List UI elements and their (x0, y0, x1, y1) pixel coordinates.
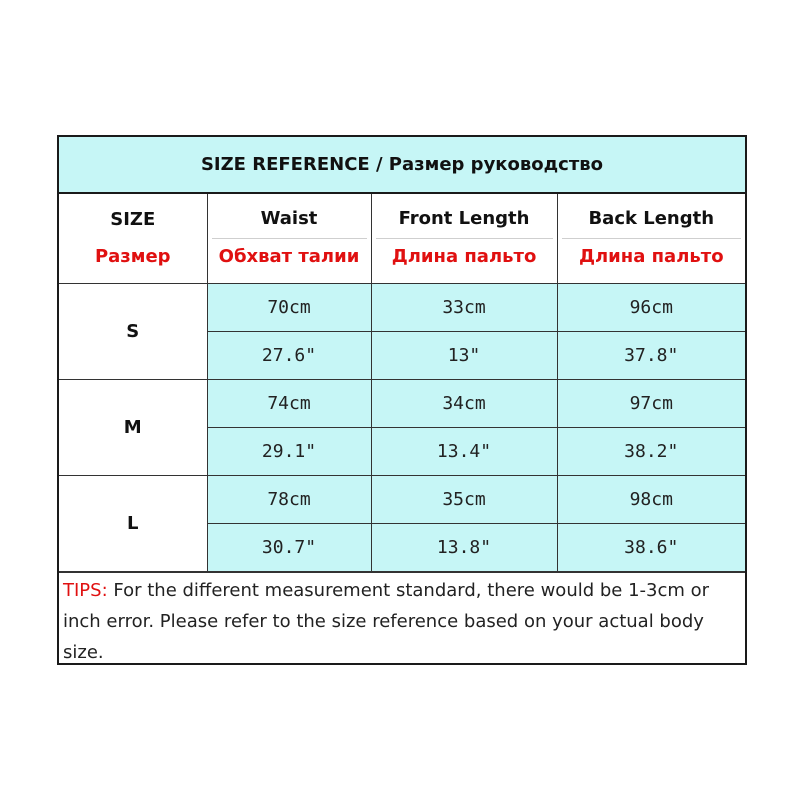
header-back-length-en: Back Length (562, 194, 742, 239)
waist-cm-s: 70cm (207, 284, 371, 332)
tips-note (59, 572, 745, 668)
waist-cm-l: 78cm (207, 476, 371, 524)
header-front-length-ru: Длина пальто (391, 246, 537, 267)
size-label-m: M (59, 380, 207, 476)
back-length-cm-m: 97cm (557, 380, 745, 428)
size-label-l: L (59, 476, 207, 572)
header-back-length-ru: Длина пальто (578, 246, 724, 267)
front-length-cm-s: 33cm (371, 284, 557, 332)
front-length-cm-l: 35cm (371, 476, 557, 524)
header-size (59, 194, 207, 284)
back-length-cm-s: 96cm (557, 284, 745, 332)
header-waist (207, 194, 371, 284)
waist-inch-l: 30.7" (207, 524, 371, 572)
waist-inch-s: 27.6" (207, 332, 371, 380)
back-length-inch-s: 37.8" (557, 332, 745, 380)
tips-text: For the different measurement standard, there would be 1-3cm or inch error. Please refer to the size reference based on your actual body size. (63, 580, 710, 663)
front-length-inch-m: 13.4" (371, 428, 557, 476)
header-waist-ru: Обхват талии (218, 246, 360, 267)
back-length-cm-l: 98cm (557, 476, 745, 524)
back-length-inch-m: 38.2" (557, 428, 745, 476)
size-chart-title: SIZE REFERENCE / Размер руководство (59, 137, 745, 194)
header-size-ru: Размер (94, 245, 171, 267)
header-size-en: SIZE (110, 208, 156, 230)
table-row (59, 380, 745, 428)
front-length-inch-l: 13.8" (371, 524, 557, 572)
table-row (59, 476, 745, 524)
header-waist-en: Waist (212, 194, 367, 239)
back-length-inch-l: 38.6" (557, 524, 745, 572)
header-row (59, 194, 745, 284)
header-back-length (557, 194, 745, 284)
tips-label: TIPS: (63, 580, 108, 601)
waist-inch-m: 29.1" (207, 428, 371, 476)
header-front-length-en: Front Length (376, 194, 553, 239)
size-table (59, 194, 745, 572)
front-length-inch-s: 13" (371, 332, 557, 380)
size-chart (57, 135, 747, 665)
size-label-s: S (59, 284, 207, 380)
waist-cm-m: 74cm (207, 380, 371, 428)
header-front-length (371, 194, 557, 284)
table-row (59, 284, 745, 332)
front-length-cm-m: 34cm (371, 380, 557, 428)
